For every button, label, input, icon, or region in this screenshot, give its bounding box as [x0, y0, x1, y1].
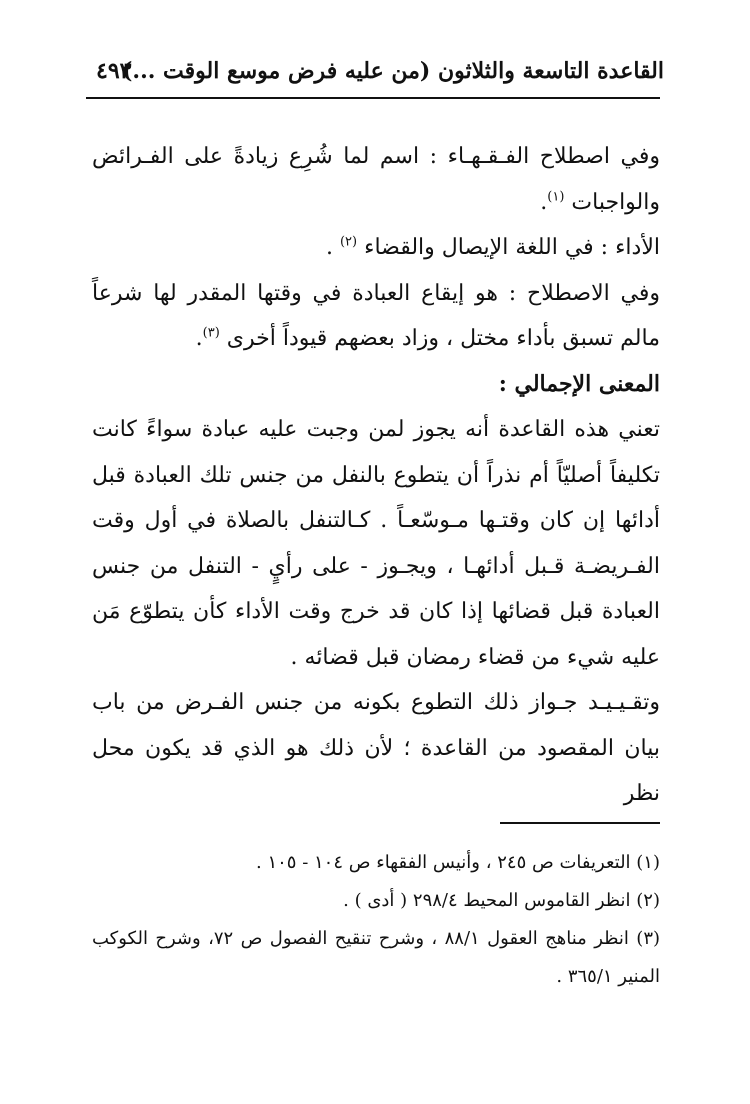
paragraph-2-end: . [325, 235, 340, 260]
footnote-2: (٢) انظر القاموس المحيط ٢٩٨/٤ ( أدى ) . [343, 890, 660, 911]
paragraph-1 [92, 134, 660, 225]
paragraph-3 [92, 271, 660, 362]
section-heading: المعنى الإجمالي : [498, 370, 660, 397]
paragraph-4: تعني هذه القاعدة أنه يجوز لمن وجبت عليه عبادة سواءً كانت تكليفاً أصليّاً أم نذراً أن يتطوع بالنفل من جنس تلك العبادة قبل أدائها إن كان وقتـها مـوسّعـاً . كـالتنفل بالصلاة في أول وقت الفـريضـة قـبل أدائهـا ، ويجـوز - على رأيٍ - التنفل من جنس العبادة قبل قضائها إذا كان قد خرج وقت الأداء كأن يتطوّع مَن عليه شيء من قضاء رمضان قبل قضائه . [92, 417, 660, 670]
page-number: ٤٩٣ [96, 58, 132, 84]
paragraph-3-end: . [195, 326, 203, 351]
footnote-separator [500, 822, 660, 824]
running-title: القاعدة التاسعة والثلاثون (من عليه فرض موسع الوقت ...) [122, 58, 664, 84]
footnote-1: (١) التعريفات ص ٢٤٥ ، وأنيس الفقهاء ص ١٠٤ - ١٠٥ . [256, 852, 660, 873]
footnote-ref-3[interactable]: (٣) [202, 325, 220, 341]
footnote-ref-2[interactable]: (٢) [339, 234, 358, 250]
footnotes [92, 844, 660, 996]
paragraph-2-text: الأداء : في اللغة الإيصال والقضاء [364, 235, 660, 260]
page-header [86, 56, 664, 96]
main-text [92, 134, 660, 817]
footnote-3: (٣) انظر مناهج العقول ٨٨/١ ، وشرح تنقيح الفصول ص ٧٢، وشرح الكوكب المنير ٣٦٥/١ . [92, 928, 661, 987]
footnote-ref-1[interactable]: (١) [547, 189, 565, 205]
paragraph-3-text: وفي الاصطلاح : هو إيقاع العبادة في وقتها المقدر لها شرعاً مالم تسبق بأداء مختل ، وزاد بعضهم قيوداً أخرى [92, 280, 660, 351]
paragraph-5: وتقـيـيـد جـواز ذلك التطوع بكونه من جنس الفـرض من باب بيان المقصود من القاعدة ؛ لأن ذلك هو الذي قد يكون محل نظر [92, 690, 660, 806]
paragraph-2 [92, 225, 660, 271]
paragraph-1-text: وفي اصطلاح الفـقـهـاء : اسم لما شُرِع زيادةً على الفـرائض والواجبات [92, 144, 660, 215]
header-rule [86, 97, 660, 99]
paragraph-1-end: . [540, 189, 548, 215]
